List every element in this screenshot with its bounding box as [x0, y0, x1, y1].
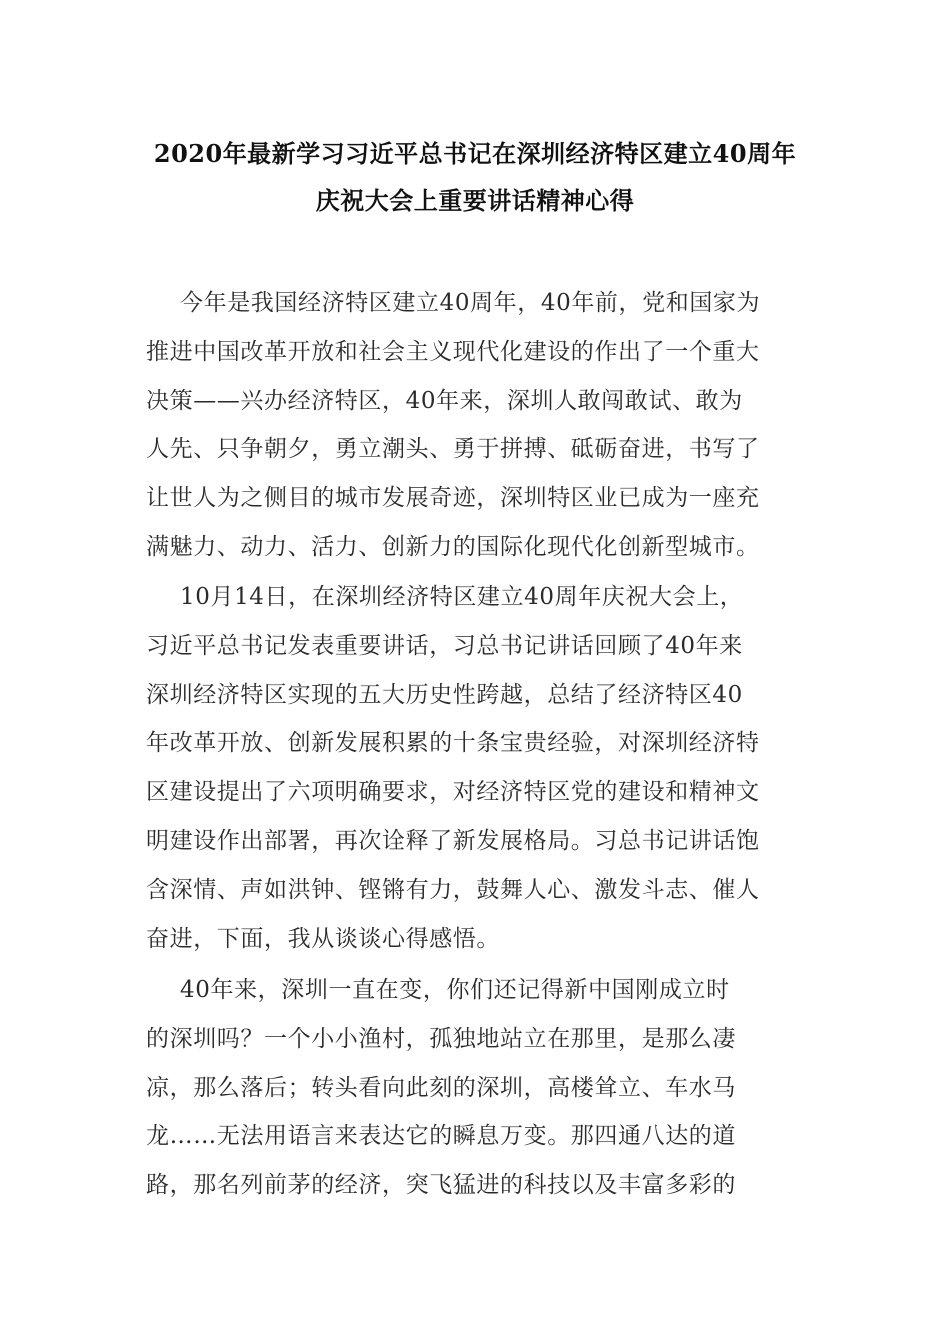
paragraph-line: 10月14日，在深圳经济特区建立40周年庆祝大会上，: [180, 584, 744, 610]
document-title-line-1: 2020年最新学习习近平总书记在深圳经济特区建立40周年: [153, 139, 797, 168]
document-title-line-2: 庆祝大会上重要讲话精神心得: [315, 186, 635, 215]
paragraph-line: 满魅力、动力、活力、创新力的国际化现代化创新型城市。: [146, 533, 760, 560]
paragraph-line: 路，那名列前茅的经济，突飞猛进的科技以及丰富多彩的: [146, 1172, 736, 1199]
paragraph-line: 奋进，下面，我从谈谈心得感悟。: [146, 925, 500, 952]
paragraph-line: 今年是我国经济特区建立40周年，40年前，党和国家为: [180, 290, 761, 316]
paragraph-line: 决策——兴办经济特区，40年来，深圳人敢闯敢试、敢为: [146, 387, 743, 414]
paragraph-line: 的深圳吗？一个小小渔村，孤独地站立在那里，是那么凄: [146, 1025, 736, 1052]
paragraph-line: 区建设提出了六项明确要求，对经济特区党的建设和精神文: [146, 779, 760, 806]
paragraph-line: 龙……无法用语言来表达它的瞬息万变。那四通八达的道: [146, 1123, 736, 1150]
paragraph-line: 含深情、声如洪钟、铿锵有力，鼓舞人心、激发斗志、催人: [146, 876, 760, 903]
paragraph-line: 40年来，深圳一直在变，你们还记得新中国刚成立时: [180, 977, 730, 1003]
paragraph-line: 明建设作出部署，再次诠释了新发展格局。习总书记讲话饱: [146, 827, 760, 854]
paragraph-line: 人先、只争朝夕，勇立潮头、勇于拼搏、砥砺奋进，书写了: [146, 436, 760, 463]
paragraph-1: [146, 279, 816, 572]
paragraph-line: 深圳经济特区实现的五大历史性跨越，总结了经济特区40: [146, 681, 743, 708]
paragraph-2: [146, 573, 816, 963]
paragraph-line: 年改革开放、创新发展积累的十条宝贵经验，对深圳经济特: [146, 730, 760, 757]
paragraph-line: 让世人为之侧目的城市发展奇迹，深圳特区业已成为一座充: [146, 485, 760, 512]
paragraph-3: [146, 966, 816, 1210]
paragraph-line: 推进中国改革开放和社会主义现代化建设的作出了一个重大: [146, 338, 760, 365]
paragraph-line: 习近平总书记发表重要讲话，习总书记讲话回顾了40年来: [146, 632, 743, 659]
paragraph-line: 凉，那么落后；转头看向此刻的深圳，高楼耸立、车水马: [146, 1074, 736, 1101]
